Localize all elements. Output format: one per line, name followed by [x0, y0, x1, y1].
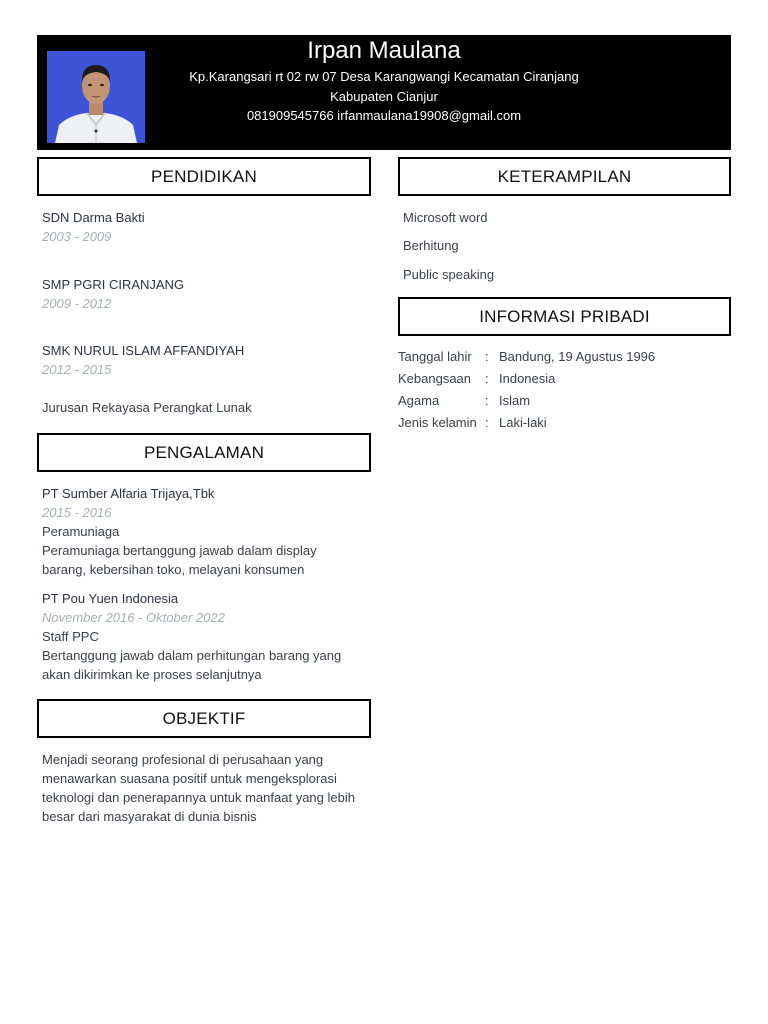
experience-description: akan dikirimkan ke proses selanjutnya [42, 667, 262, 682]
full-name: Irpan Maulana [307, 37, 461, 64]
education-school: SDN Darma Bakti [42, 210, 145, 225]
info-value: Laki-laki [499, 415, 547, 430]
info-label: Tanggal lahir [398, 349, 472, 364]
section-title-pendidikan: PENDIDIKAN [37, 157, 371, 196]
education-major: Jurusan Rekayasa Perangkat Lunak [42, 400, 252, 415]
info-label: Agama [398, 393, 440, 408]
info-separator: : [485, 371, 489, 386]
experience-company: PT Pou Yuen Indonesia [42, 591, 179, 606]
info-value: Indonesia [499, 371, 556, 386]
objective-text: Menjadi seorang profesional di perusahaan yang [42, 752, 324, 767]
experience-description: barang, kebersihan toko, melayani konsumen [42, 562, 305, 577]
experience-description: Peramuniaga bertanggung jawab dalam display [42, 543, 317, 558]
experience-role: Peramuniaga [42, 524, 120, 539]
info-label: Kebangsaan [398, 371, 472, 386]
section-title-informasi-pribadi: INFORMASI PRIBADI [398, 297, 731, 336]
address-line-2: Kabupaten Cianjur [330, 89, 438, 104]
section-title-pengalaman: PENGALAMAN [37, 433, 371, 472]
info-separator: : [485, 415, 489, 430]
experience-description: Bertanggung jawab dalam perhitungan barang yang [42, 648, 342, 663]
info-separator: : [485, 393, 489, 408]
experience-company: PT Sumber Alfaria Trijaya,Tbk [42, 486, 215, 501]
info-label: Jenis kelamin [398, 415, 477, 430]
info-separator: : [485, 349, 489, 364]
section-title-objektif: OBJEKTIF [37, 699, 371, 738]
experience-period: November 2016 - Oktober 2022 [42, 610, 225, 625]
info-value: Islam [499, 393, 531, 408]
education-years: 2009 - 2012 [42, 296, 112, 311]
contact-line: 081909545766 irfanmaulana19908@gmail.com [246, 108, 522, 123]
address-line-1: Kp.Karangsari rt 02 rw 07 Desa Karangwangi Kecamatan Ciranjang [189, 69, 579, 84]
education-school: SMK NURUL ISLAM AFFANDIYAH [42, 343, 245, 358]
skill-item: Microsoft word [403, 210, 488, 225]
education-years: 2003 - 2009 [42, 229, 112, 244]
education-school: SMP PGRI CIRANJANG [42, 277, 185, 292]
skill-item: Public speaking [403, 267, 495, 282]
education-years: 2012 - 2015 [42, 362, 112, 377]
objective-text: menawarkan suasana positif untuk mengeksplorasi [42, 771, 337, 786]
section-title-keterampilan: KETERAMPILAN [398, 157, 731, 196]
objective-text: besar dari masyarakat di dunia bisnis [42, 809, 257, 824]
objective-text: teknologi dan penerapannya untuk manfaat yang lebih [42, 790, 355, 805]
experience-period: 2015 - 2016 [42, 505, 112, 520]
info-value: Bandung, 19 Agustus 1996 [499, 349, 656, 364]
resume-header [37, 35, 731, 150]
experience-role: Staff PPC [42, 629, 99, 644]
skill-item: Berhitung [403, 238, 459, 253]
